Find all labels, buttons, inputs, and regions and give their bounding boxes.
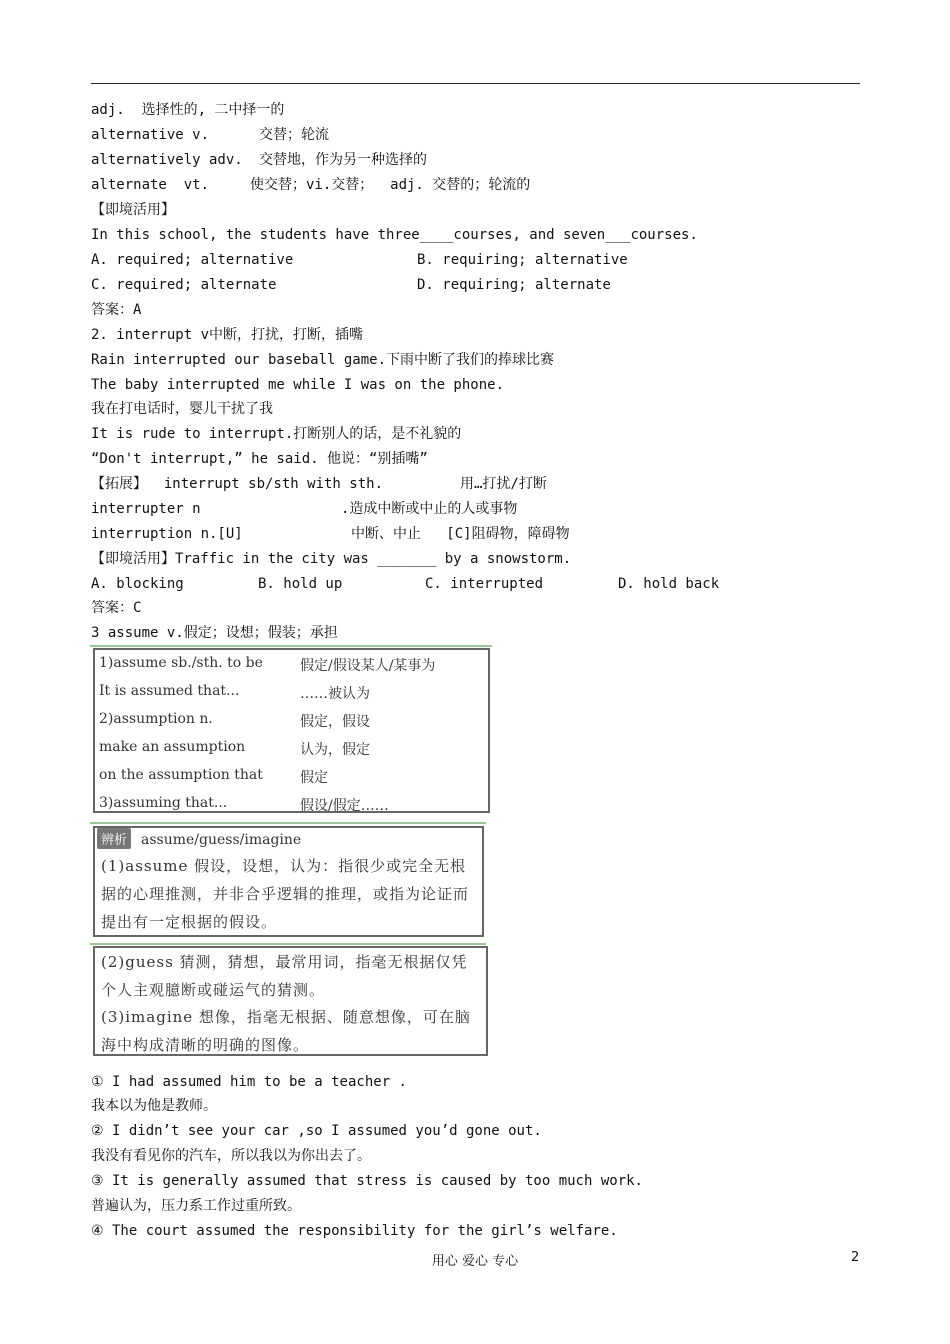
example-translation: 我本以为他是教师。 bbox=[91, 1098, 217, 1114]
example-sentence: ④ The court assumed the responsibility for the girl’s welfare. bbox=[91, 1223, 618, 1239]
options-row: C. required; alternate D. requiring; alternate bbox=[91, 277, 611, 293]
text-line: 【拓展】 interrupt sb/sth with sth. 用…打扰/打断 bbox=[91, 476, 547, 492]
table-cell-en: 3)assuming that... bbox=[99, 795, 228, 811]
text-line: alternative v. 交替；轮流 bbox=[91, 127, 329, 143]
example-sentence: ② I didn’t see your car ,so I assumed you’d gone out. bbox=[91, 1123, 542, 1139]
table-cell-zh: 假定 bbox=[300, 770, 328, 786]
options-row: A. required; alternative B. requiring; alternative bbox=[91, 252, 628, 268]
analysis-box-guess-imagine bbox=[93, 946, 488, 1056]
analysis-box-assume bbox=[93, 826, 484, 937]
entry-heading: 3 assume v.假定；设想；假装；承担 bbox=[91, 625, 338, 641]
example-sentence: ① I had assumed him to be a teacher . bbox=[91, 1074, 407, 1090]
text-line: interrupter n .造成中断或中止的人或事物 bbox=[91, 501, 518, 517]
text-line: It is rude to interrupt.打断别人的话，是不礼貌的 bbox=[91, 426, 462, 442]
analysis-header: 辨析 assume/guess/imagine bbox=[97, 828, 301, 849]
text-line: adj. 选择性的, 二中择一的 bbox=[91, 102, 285, 118]
assume-phrase-table bbox=[93, 648, 490, 813]
options-row: A. blocking B. hold up C. interrupted D. hold back bbox=[91, 576, 720, 592]
text-line: “Don't interrupt,” he said. 他说：“别插嘴” bbox=[91, 451, 428, 467]
analysis-text: (1)assume 假设，设想，认为：指很少或完全无根据的心理推测，并非合乎逻辑的推理，或指为论证而提出有一定根据的假设。 bbox=[101, 857, 470, 931]
table-cell-en: 1)assume sb./sth. to be bbox=[99, 655, 263, 671]
table-cell-zh: 假设/假定…… bbox=[300, 798, 389, 814]
answer-text: 答案：C bbox=[91, 600, 142, 616]
example-translation: 我没有看见你的汽车，所以我以为你出去了。 bbox=[91, 1148, 371, 1164]
section-label: 【即境活用】 bbox=[91, 202, 175, 218]
image-border bbox=[90, 645, 492, 647]
page-number: 2 bbox=[851, 1250, 860, 1265]
text-line: 我在打电话时，婴儿干扰了我 bbox=[91, 401, 273, 417]
question-text: In this school, the students have three____courses, and seven___courses. bbox=[91, 227, 698, 243]
page-footer: 用心 爱心 专心 bbox=[431, 1254, 519, 1269]
table-cell-zh: 认为，假定 bbox=[300, 742, 370, 758]
analysis-tag: 辨析 bbox=[97, 828, 131, 849]
example-translation: 普遍认为，压力系工作过重所致。 bbox=[91, 1198, 301, 1214]
analysis-text: (3)imagine 想像，指毫无根据、随意想像，可在脑海中构成清晰的明确的图像。 bbox=[101, 1008, 471, 1054]
text-line: alternate vt. 使交替；vi.交替； adj. 交替的；轮流的 bbox=[91, 177, 531, 193]
question-text: 【即境活用】Traffic in the city was _______ by a snowstorm. bbox=[91, 551, 572, 567]
image-border bbox=[90, 943, 486, 945]
table-cell-zh: ……被认为 bbox=[300, 686, 370, 702]
table-cell-en: make an assumption bbox=[99, 739, 246, 755]
table-cell-en: on the assumption that bbox=[99, 767, 263, 783]
image-border bbox=[90, 822, 486, 824]
header-rule bbox=[91, 83, 860, 84]
analysis-text: (2)guess 猜测，猜想，最常用词，指毫无根据仅凭个人主观臆断或碰运气的猜测。 bbox=[101, 953, 468, 999]
text-line: The baby interrupted me while I was on the phone. bbox=[91, 377, 505, 393]
example-sentence: ③ It is generally assumed that stress is caused by too much work. bbox=[91, 1173, 643, 1189]
entry-heading: 2. interrupt v中断，打扰，打断，插嘴 bbox=[91, 327, 364, 343]
table-cell-en: 2)assumption n. bbox=[99, 711, 213, 727]
answer-text: 答案：A bbox=[91, 302, 142, 318]
table-cell-zh: 假定/假设某人/某事为 bbox=[300, 658, 436, 674]
table-cell-zh: 假定，假设 bbox=[300, 714, 370, 730]
text-line: alternatively adv. 交替地，作为另一种选择的 bbox=[91, 152, 427, 168]
text-line: interruption n.[U] 中断、中止 [C]阻碍物，障碍物 bbox=[91, 526, 570, 542]
text-line: Rain interrupted our baseball game.下雨中断了我们的捧球比赛 bbox=[91, 352, 555, 368]
table-cell-en: It is assumed that... bbox=[99, 683, 240, 699]
